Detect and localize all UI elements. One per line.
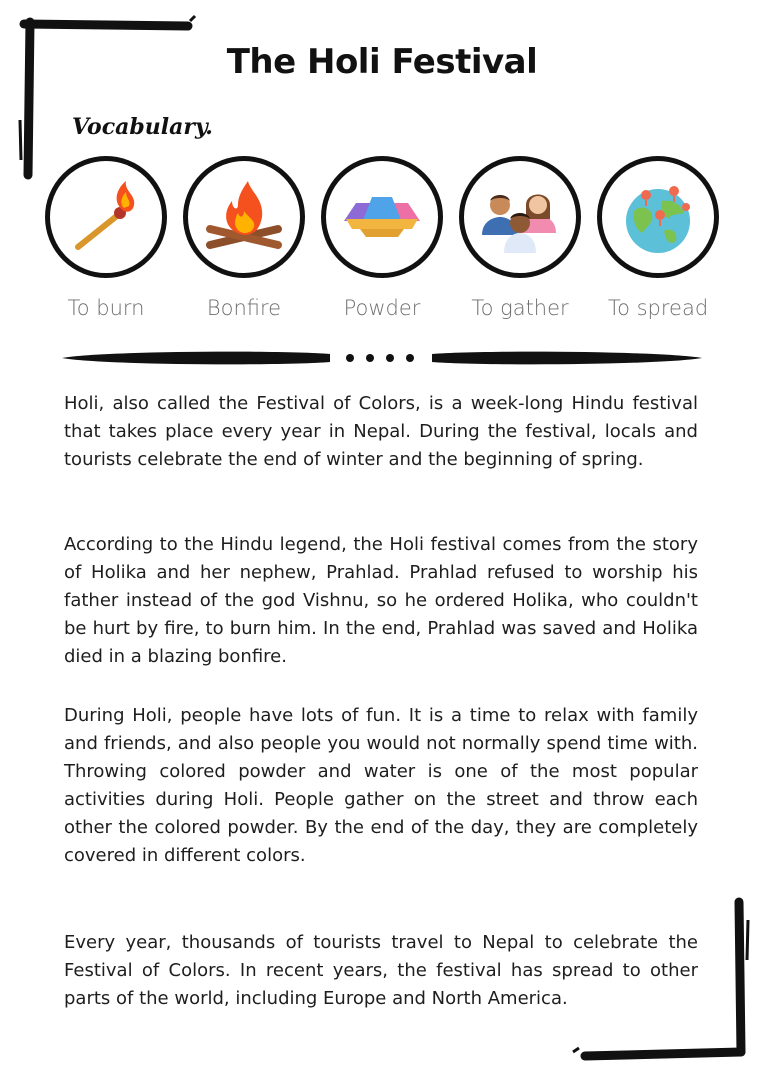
vocabulary-heading: Vocabulary. bbox=[72, 114, 213, 140]
vocab-label: To gather bbox=[471, 296, 569, 320]
vocab-item-to-spread bbox=[588, 156, 728, 320]
vocab-label: To burn bbox=[67, 296, 145, 320]
vocab-circle bbox=[45, 156, 167, 278]
vocab-item-to-burn bbox=[36, 156, 176, 320]
paragraph-intro: Holi, also called the Festival of Colors, is a week-long Hindu festival that takes place every year in Nepal. During the festival, locals and tourists celebrate the end of winter and the beginning of spring. bbox=[64, 393, 698, 470]
vocab-label: To spread bbox=[607, 296, 709, 320]
vocab-circle bbox=[459, 156, 581, 278]
vocab-circle bbox=[183, 156, 305, 278]
match-icon bbox=[64, 175, 148, 259]
paragraph-legend: According to the Hindu legend, the Holi festival comes from the story of Holika and her nephew, Prahlad. Prahlad refused to worship his father instead of the god Vishnu, so he ordered Holika, who couldn't be hurt by fire, to burn him. In the end, Prahlad was saved and Holika died in a blazing bonfire. bbox=[64, 534, 698, 667]
vocab-item-bonfire bbox=[174, 156, 314, 320]
vocab-item-powder bbox=[312, 156, 452, 320]
vocab-label: Powder bbox=[343, 296, 421, 320]
vocab-circle bbox=[321, 156, 443, 278]
bonfire-icon bbox=[202, 175, 286, 259]
section-divider bbox=[60, 346, 704, 370]
vocab-circle bbox=[597, 156, 719, 278]
vocab-item-to-gather bbox=[450, 156, 590, 320]
vocab-label: Bonfire bbox=[206, 296, 282, 320]
globe-icon bbox=[616, 175, 700, 259]
page-title: The Holi Festival bbox=[226, 42, 538, 82]
paragraph-tourism: Every year, thousands of tourists travel to Nepal to celebrate the Festival of Colors. In recent years, the festival has spread to other parts of the world, including Europe and North America. bbox=[64, 932, 698, 1009]
people-icon bbox=[478, 175, 562, 259]
color-powder-icon bbox=[340, 175, 424, 259]
paragraph-activities: During Holi, people have lots of fun. It is a time to relax with family and friends, and also people you would not normally spend time with. Throwing colored powder and water is one of the most popular activities during Holi. People gather on the street and throw each other the colored powder. By the end of the day, they are completely covered in different colors. bbox=[64, 705, 698, 866]
